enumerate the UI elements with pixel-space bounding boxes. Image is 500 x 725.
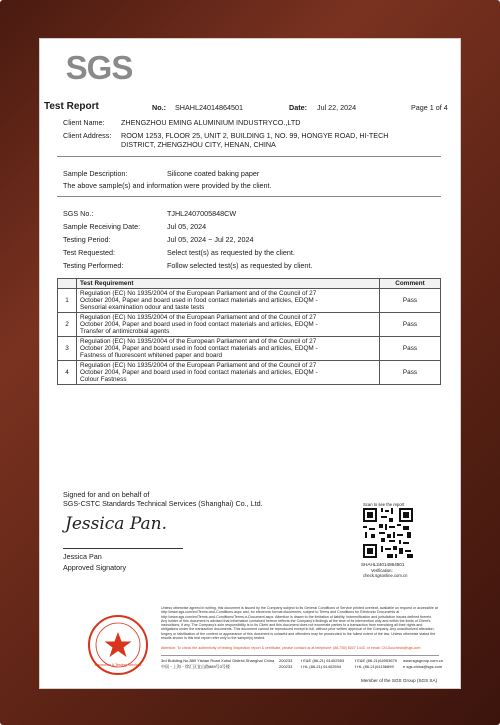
table-header-comment: Comment [380, 279, 441, 289]
sample-desc-value: Silicone coated baking paper [167, 169, 260, 178]
footer-fax-hl: f HL (86-21)61156899 [355, 664, 394, 669]
footer-zip-en: 200233 [279, 658, 293, 663]
row-requirement: Regulation (EC) No 1935/2004 of the European Parliament and of the Council of 27 October 2004, Paper and board used in food contact materials and articles, EDQM - Sensorial examination odour and taste tests [77, 289, 380, 313]
footer-tel-ee: t E&E (86-21) 61402553 [301, 658, 345, 663]
divider [57, 196, 441, 197]
table-row [58, 337, 441, 361]
report-no-value: SHAHL24014864501 [175, 103, 243, 112]
table-header-row [58, 279, 441, 289]
table-row [58, 361, 441, 385]
report-no-label: No.: [152, 103, 166, 112]
inspection-seal-icon [87, 614, 149, 676]
report-date-value: Jul 22, 2024 [317, 103, 357, 112]
signed-on-behalf: Signed for and on behalf of [63, 490, 150, 499]
report-title: Test Report [44, 101, 99, 112]
row-comment: Pass [380, 289, 441, 313]
footer-address-cn: 中国・上海・徐汇区宜山路889号3号楼 [161, 664, 230, 669]
testing-period-value: Jul 05, 2024 ~ Jul 22, 2024 [167, 235, 254, 244]
row-number: 3 [58, 337, 77, 361]
sgs-no-label: SGS No.: [63, 209, 94, 218]
sample-desc-label: Sample Description: [63, 169, 128, 178]
handwritten-signature: Jessica Pan. [65, 514, 167, 534]
footer-tel-hl: t HL (86-21) 61402594 [301, 664, 342, 669]
footer-zip-cn: 200233 [279, 664, 293, 669]
certificate-paper [39, 38, 461, 689]
svg-text:SGS: SGS [65, 49, 133, 86]
sgs-group-member: Member of the SGS Group (SGS SA) [361, 678, 438, 683]
table-row [58, 313, 441, 337]
client-name-label: Client Name: [63, 118, 105, 127]
row-requirement: Regulation (EC) No 1935/2004 of the European Parliament and of the Council of 27 October 2004, Paper and board used in food contact materials and articles, EDQM - Fastness of fluorescent whitened paper and board [77, 337, 380, 361]
signatory-name: Jessica Pan [63, 552, 102, 561]
footer-email: e sgs.china@sgs.com [403, 664, 443, 669]
row-comment: Pass [380, 337, 441, 361]
row-requirement: Regulation (EC) No 1935/2004 of the European Parliament and of the Council of 27 October 2004, Paper and board used in food contact materials and articles, EDQM - Transfer of antimicrobial agents [77, 313, 380, 337]
row-number: 1 [58, 289, 77, 313]
row-comment: Pass [380, 361, 441, 385]
testing-performed-value: Follow selected test(s) as requested by client. [167, 261, 313, 270]
footer-divider [161, 655, 439, 656]
signing-company: SGS-CSTC Standards Technical Services (Shanghai) Co., Ltd. [63, 499, 263, 508]
row-requirement: Regulation (EC) No 1935/2004 of the European Parliament and of the Council of 27 October 2004, Paper and board used in food contact materials and articles, EDQM - Colour Fastness [77, 361, 380, 385]
client-address-line1: ROOM 1253, FLOOR 25, UNIT 2, BUILDING 1, NO. 99, HONGYE ROAD, HI-TECH [121, 131, 389, 140]
qr-code-icon[interactable] [363, 508, 413, 558]
testing-period-label: Testing Period: [63, 235, 111, 244]
authenticity-notice: Attention: To check the authenticity of testing /inspection report & certificate, please contact us at telephone: (86-755) 8307 1443, or email: CN.Doccheck@sgs.com [161, 646, 421, 650]
svg-text:Inspection & Testing Services: Inspection & Testing Services [94, 663, 142, 667]
table-header-requirement: Test Requirement [77, 279, 380, 289]
page-indicator: Page 1 of 4 [411, 103, 448, 112]
sgs-logo [63, 48, 135, 88]
client-address-label: Client Address: [63, 131, 112, 140]
row-comment: Pass [380, 313, 441, 337]
client-address-line2: DISTRICT, ZHENGZHOU CITY, HENAN, CHINA [121, 140, 276, 149]
receiving-date-value: Jul 05, 2024 [167, 222, 207, 231]
qr-verification-site: check.sgsonline.com.cn [363, 573, 408, 578]
footer-fax-ee: f E&E (86-21)64953679 [355, 658, 398, 663]
footer-address-en: 3rd Building,No.889 Yishan Road Xuhui District,Shanghai China [161, 658, 275, 663]
footer-website: www.sgsgroup.com.cn [403, 658, 444, 663]
qr-caption: Scan to see the report [363, 502, 405, 507]
divider [57, 156, 441, 157]
test-requested-value: Select test(s) as requested by the client. [167, 248, 295, 257]
sample-provided-note: The above sample(s) and information were provided by the client. [63, 181, 272, 190]
testing-performed-label: Testing Performed: [63, 261, 124, 270]
test-requested-label: Test Requested: [63, 248, 115, 257]
qr-report-code: SHAHL24014864501 [361, 562, 405, 567]
row-number: 4 [58, 361, 77, 385]
signatory-role: Approved Signatory [63, 563, 127, 572]
signature-line [63, 548, 183, 549]
table-row [58, 289, 441, 313]
sgs-no-value: TJHL2407005848CW [167, 209, 237, 218]
report-date-label: Date: [289, 103, 307, 112]
test-results-table [57, 278, 441, 385]
qr-verification-label: Verification: [371, 568, 393, 573]
table-header-no [58, 279, 77, 289]
row-number: 2 [58, 313, 77, 337]
client-name-value: ZHENGZHOU EMING ALUMINIUM INDUSTRYCO.,LTD [121, 118, 301, 127]
receiving-date-label: Sample Receiving Date: [63, 222, 141, 231]
terms-fine-print: Unless otherwise agreed in writing, this document is issued by the Company subject to its General Conditions of Service printed overleaf, available on request or accessible at http://www.sgs.com/en/Terms-and-Conditions.aspx and, for electronic format documents, subject to Terms and Conditions for Electronic Documents at http://www.sgs.com/en/Terms-and-Conditions/Terms-e-Document.aspx. Attention is drawn to the limitation of liability, indemnification and jurisdiction issues defined therein. Any holder of this document is advised that information contained hereon reflects the Company's findings at the time of its intervention only and within the limits of Client's instructions, if any. The Company's sole responsibility is to its Client and this document does not exonerate parties to a transaction from exercising all their rights and obligations under the transaction documents. This document cannot be reproduced except in full, without prior written approval of the Company. Any unauthorized alteration, forgery or falsification of the content or appearance of this document is unlawful and offenders may be prosecuted to the fullest extent of the law. Unless otherwise stated the results shown in this test report refer only to the sample(s) tested. [161, 606, 438, 641]
